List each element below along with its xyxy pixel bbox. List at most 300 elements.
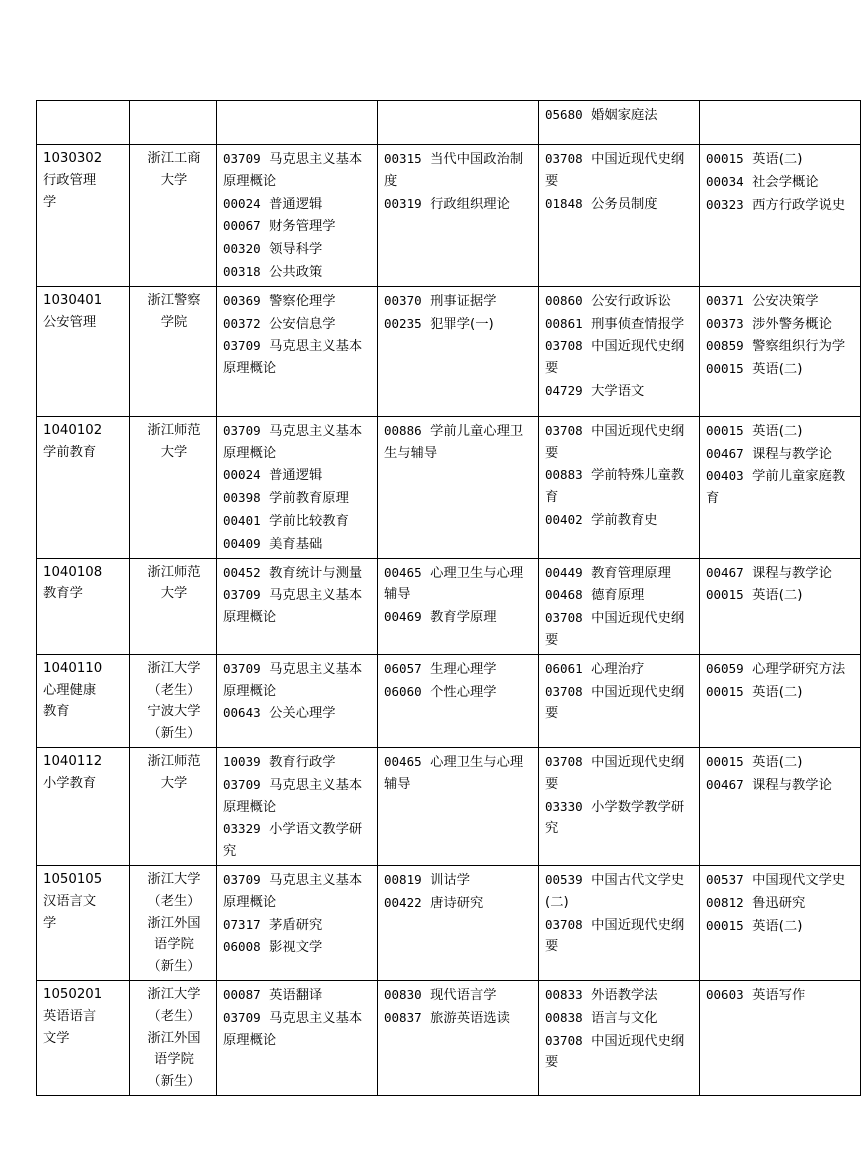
course-cell	[378, 145, 539, 287]
course-entry	[545, 290, 695, 313]
course-code: 00449	[545, 564, 583, 580]
course-name: 英语(二)	[752, 362, 803, 378]
course-code: 03709	[223, 1009, 261, 1025]
school-name: 浙江师范	[147, 753, 201, 769]
course-code: 03330	[545, 798, 583, 814]
course-code: 00015	[706, 683, 744, 699]
course-name: 中国近现代史纲要	[545, 611, 685, 648]
course-name: 行政组织理论	[430, 196, 510, 212]
course-entry	[545, 380, 695, 403]
course-code: 00838	[545, 1009, 583, 1025]
course-code: 00468	[545, 587, 583, 603]
course-code: 00539	[545, 871, 583, 887]
table-row	[37, 980, 861, 1095]
course-cell	[217, 416, 378, 558]
course-name: 普通逻辑	[269, 196, 323, 212]
course-cell	[539, 865, 700, 980]
course-entry	[223, 584, 373, 629]
course-cell	[700, 654, 861, 747]
course-name: 中国近现代史纲要	[545, 917, 685, 955]
school-cell	[130, 286, 217, 416]
course-name: 婚姻家庭法	[591, 108, 658, 123]
course-name: 英语翻译	[269, 987, 323, 1003]
course-entry	[223, 914, 373, 937]
course-entry	[706, 774, 856, 797]
course-entry	[545, 420, 695, 465]
course-code: 00015	[706, 587, 744, 603]
course-code: 03708	[545, 683, 583, 699]
major-code: 1040108	[43, 564, 103, 580]
table-row	[37, 865, 861, 980]
school-name: 大学	[160, 444, 188, 460]
course-cell	[539, 747, 700, 865]
course-name: 中国古代文学史(二)	[545, 872, 685, 910]
course-entry	[223, 148, 373, 193]
course-entry	[223, 751, 373, 774]
course-cell	[539, 286, 700, 416]
course-cell	[217, 101, 378, 145]
course-code: 03708	[545, 151, 583, 166]
major-name: 汉语言文	[43, 893, 97, 909]
course-entry	[384, 658, 534, 681]
school-name: 大学	[160, 172, 188, 188]
course-entry	[384, 420, 534, 465]
major-name: 公安管理	[43, 314, 97, 330]
course-code: 03709	[223, 338, 261, 354]
course-cell	[217, 865, 378, 980]
course-entry	[706, 335, 856, 358]
course-code: 06008	[223, 939, 261, 955]
course-name: 英语(二)	[752, 152, 803, 167]
course-entry	[545, 607, 695, 652]
course-name: 公关心理学	[269, 706, 336, 722]
course-name: 马克思主义基本原理概论	[223, 1010, 363, 1048]
course-code: 00015	[706, 753, 744, 769]
course-entry	[223, 702, 373, 725]
course-name: 教育管理原理	[591, 565, 671, 581]
course-code: 00034	[706, 173, 744, 189]
course-cell	[700, 747, 861, 865]
course-cell	[378, 865, 539, 980]
course-code: 00603	[706, 986, 744, 1002]
course-cell	[539, 101, 700, 145]
course-code: 00024	[223, 467, 261, 483]
course-cell	[378, 980, 539, 1095]
school-cell	[130, 558, 217, 654]
course-cell	[378, 558, 539, 654]
course-entry	[223, 562, 373, 585]
course-name: 公务员制度	[591, 196, 658, 212]
course-name: 警察伦理学	[269, 293, 336, 309]
course-code: 03708	[545, 338, 583, 354]
school-name: （老生）	[147, 682, 201, 698]
school-name: 浙江大学	[147, 871, 201, 887]
course-entry	[545, 869, 695, 914]
course-name: 英语(二)	[752, 754, 803, 770]
course-code: 00537	[706, 871, 744, 887]
course-code: 06057	[384, 660, 422, 676]
course-code: 00403	[706, 468, 744, 484]
course-code: 10039	[223, 753, 261, 769]
course-name: 旅游英语选读	[430, 1010, 510, 1026]
course-cell	[217, 980, 378, 1095]
course-name: 小学语文教学研究	[223, 822, 363, 860]
school-name: （老生）	[147, 893, 201, 909]
course-cell	[378, 747, 539, 865]
course-name: 学前儿童家庭教育	[706, 469, 846, 507]
school-name: 学院	[160, 314, 188, 330]
course-entry	[545, 914, 695, 959]
course-entry	[223, 261, 373, 284]
course-name: 学前儿童心理卫生与辅导	[384, 423, 524, 461]
course-entry	[706, 751, 856, 774]
course-entry	[545, 193, 695, 216]
course-code: 00372	[223, 315, 261, 331]
major-code: 1050201	[43, 986, 103, 1002]
course-name: 心理学研究方法	[752, 661, 846, 677]
course-code: 06060	[384, 683, 422, 699]
course-code: 00024	[223, 195, 261, 211]
course-code: 07317	[223, 916, 261, 932]
course-entry	[223, 487, 373, 510]
course-name: 马克思主义基本原理概论	[223, 339, 363, 377]
course-code: 00837	[384, 1009, 422, 1025]
school-name: 浙江外国	[147, 915, 201, 931]
course-code: 00812	[706, 894, 744, 910]
course-entry	[706, 892, 856, 915]
course-cell	[378, 101, 539, 145]
course-name: 财务管理学	[269, 219, 336, 235]
course-entry	[223, 869, 373, 914]
course-entry	[706, 984, 856, 1007]
course-name: 小学数学教学研究	[545, 799, 685, 837]
major-name: 行政管理	[43, 172, 97, 188]
course-entry	[545, 984, 695, 1007]
course-entry	[545, 796, 695, 841]
course-entry	[384, 606, 534, 629]
major-name: 小学教育	[43, 775, 97, 791]
course-code: 00886	[384, 422, 422, 438]
course-entry	[706, 584, 856, 607]
course-name: 中国近现代史纲要	[545, 339, 685, 377]
course-name: 教育学原理	[430, 610, 497, 626]
course-name: 心理治疗	[591, 661, 645, 677]
course-cell	[539, 416, 700, 558]
course-code: 00452	[223, 564, 261, 580]
course-cell	[700, 416, 861, 558]
course-entry	[223, 193, 373, 216]
course-code: 00467	[706, 445, 744, 461]
course-code: 03709	[223, 587, 261, 603]
course-code: 00015	[706, 422, 744, 438]
table-body	[37, 101, 861, 1096]
major-name: 学	[43, 194, 57, 210]
course-cell	[700, 865, 861, 980]
course-name: 英语写作	[752, 987, 806, 1003]
school-name: 浙江大学	[147, 660, 201, 676]
course-entry	[545, 1007, 695, 1030]
course-name: 学前比较教育	[269, 513, 349, 529]
course-entry	[384, 562, 534, 607]
school-name: 浙江师范	[147, 422, 201, 438]
course-cell	[700, 980, 861, 1095]
course-cell	[539, 145, 700, 287]
course-name: 学前特殊儿童教育	[545, 468, 685, 506]
course-code: 00315	[384, 151, 422, 166]
school-name: 大学	[160, 586, 188, 602]
course-name: 心理卫生与心理辅导	[384, 565, 524, 603]
course-code: 04729	[545, 382, 583, 398]
course-code: 03708	[545, 753, 583, 769]
course-code: 03709	[223, 871, 261, 887]
course-entry	[223, 215, 373, 238]
course-entry	[384, 193, 534, 216]
course-entry	[706, 290, 856, 313]
course-entry	[706, 681, 856, 704]
table-row	[37, 416, 861, 558]
course-code: 03709	[223, 660, 261, 676]
course-entry	[545, 104, 695, 127]
course-name: 公安信息学	[269, 316, 336, 332]
course-name: 外语教学法	[591, 987, 658, 1003]
course-code: 06061	[545, 660, 583, 676]
course-name: 教育统计与测量	[269, 565, 363, 581]
school-name: 浙江大学	[147, 986, 201, 1002]
course-name: 领导科学	[269, 242, 323, 258]
major-cell	[37, 286, 130, 416]
major-cell	[37, 101, 130, 145]
course-entry	[545, 584, 695, 607]
course-cell	[378, 286, 539, 416]
course-code: 00370	[384, 292, 422, 308]
course-entry	[223, 774, 373, 819]
course-entry	[706, 869, 856, 892]
course-code: 00643	[223, 705, 261, 721]
course-code: 00319	[384, 195, 422, 211]
course-entry	[223, 464, 373, 487]
course-cell	[700, 145, 861, 287]
school-cell	[130, 416, 217, 558]
major-name: 教育	[43, 704, 70, 720]
course-name: 马克思主义基本原理概论	[223, 423, 363, 461]
course-entry	[223, 335, 373, 380]
course-code: 00830	[384, 986, 422, 1002]
course-code: 00015	[706, 151, 744, 166]
course-code: 00467	[706, 564, 744, 580]
course-code: 00318	[223, 263, 261, 279]
course-name: 马克思主义基本原理概论	[223, 872, 363, 910]
course-code: 00469	[384, 609, 422, 625]
course-name: 现代语言学	[430, 987, 497, 1003]
school-name: 浙江工商	[147, 151, 201, 166]
course-code: 03709	[223, 151, 261, 166]
school-name: 浙江警察	[147, 292, 201, 308]
course-cell	[217, 558, 378, 654]
course-entry	[706, 313, 856, 336]
school-name: （新生）	[147, 726, 201, 742]
course-code: 00465	[384, 564, 422, 580]
course-entry	[223, 290, 373, 313]
course-code: 03708	[545, 1032, 583, 1048]
course-name: 大学语文	[591, 383, 645, 399]
course-name: 马克思主义基本原理概论	[223, 152, 363, 189]
major-name: 教育学	[43, 586, 83, 602]
major-cell	[37, 747, 130, 865]
course-code: 00467	[706, 776, 744, 792]
course-name: 西方行政学说史	[752, 197, 846, 213]
course-code: 03708	[545, 916, 583, 932]
table-row	[37, 558, 861, 654]
major-cell	[37, 980, 130, 1095]
major-code: 1040102	[43, 422, 103, 438]
course-code: 00371	[706, 292, 744, 308]
course-code: 00401	[223, 512, 261, 528]
course-entry	[706, 465, 856, 510]
course-entry	[223, 313, 373, 336]
course-name: 公安行政诉讼	[591, 293, 671, 309]
course-cell	[700, 558, 861, 654]
major-cell	[37, 654, 130, 747]
course-name: 生理心理学	[430, 661, 497, 677]
course-name: 中国近现代史纲要	[545, 754, 685, 792]
course-entry	[223, 984, 373, 1007]
course-code: 00369	[223, 292, 261, 308]
course-name: 教育行政学	[269, 754, 336, 770]
course-code: 03708	[545, 422, 583, 438]
course-entry	[545, 562, 695, 585]
school-name: 语学院	[154, 1052, 194, 1068]
course-name: 个性心理学	[430, 684, 497, 700]
course-code: 06059	[706, 660, 744, 676]
course-code: 00465	[384, 753, 422, 769]
course-name: 中国近现代史纲要	[545, 1033, 685, 1071]
course-entry	[384, 1007, 534, 1030]
table-row	[37, 145, 861, 287]
school-cell	[130, 980, 217, 1095]
course-code: 00087	[223, 986, 261, 1002]
course-entry	[545, 658, 695, 681]
course-name: 警察组织行为学	[752, 339, 846, 355]
course-entry	[384, 148, 534, 193]
major-name: 心理健康	[43, 682, 97, 698]
course-code: 00860	[545, 292, 583, 308]
course-entry	[384, 892, 534, 915]
course-name: 公安决策学	[752, 293, 819, 309]
course-name: 影视文学	[269, 940, 323, 956]
course-code: 01848	[545, 195, 583, 211]
school-name: 语学院	[154, 937, 194, 953]
course-code: 00819	[384, 871, 422, 887]
course-entry	[706, 658, 856, 681]
course-entry	[706, 171, 856, 194]
course-name: 马克思主义基本原理概论	[223, 588, 363, 626]
school-name: 宁波大学	[147, 704, 201, 720]
course-name: 马克思主义基本原理概论	[223, 777, 363, 815]
course-name: 犯罪学(一)	[430, 316, 494, 332]
course-name: 德育原理	[591, 588, 645, 604]
course-code: 00015	[706, 361, 744, 377]
course-name: 课程与教学论	[752, 446, 832, 462]
school-name: （新生）	[147, 1074, 201, 1090]
course-entry	[384, 984, 534, 1007]
course-name: 鲁迅研究	[752, 895, 806, 911]
course-cell	[217, 654, 378, 747]
major-cell	[37, 145, 130, 287]
course-entry	[706, 148, 856, 171]
course-cell	[378, 416, 539, 558]
course-entry	[223, 238, 373, 261]
school-cell	[130, 145, 217, 287]
course-code: 03329	[223, 821, 261, 837]
major-code: 1030401	[43, 292, 103, 308]
course-entry	[223, 533, 373, 556]
major-code: 1050105	[43, 871, 103, 887]
school-cell	[130, 101, 217, 145]
course-entry	[384, 751, 534, 796]
course-code: 00409	[223, 535, 261, 551]
course-code: 00320	[223, 241, 261, 257]
course-cell	[700, 286, 861, 416]
course-name: 训诂学	[430, 872, 470, 888]
course-name: 中国近现代史纲要	[545, 152, 685, 189]
course-code: 00067	[223, 218, 261, 234]
major-name: 学	[43, 915, 57, 931]
table-row	[37, 654, 861, 747]
course-name: 学前教育史	[591, 512, 658, 528]
course-name: 马克思主义基本原理概论	[223, 661, 363, 699]
course-name: 唐诗研究	[430, 895, 484, 911]
school-name: （老生）	[147, 1008, 201, 1024]
course-entry	[223, 936, 373, 959]
course-entry	[706, 194, 856, 217]
course-name: 涉外警务概论	[752, 316, 832, 332]
major-cell	[37, 416, 130, 558]
major-name: 英语语言	[43, 1008, 97, 1024]
course-entry	[545, 1030, 695, 1075]
course-name: 课程与教学论	[752, 777, 832, 793]
exam-schedule-table	[36, 100, 861, 1096]
course-name: 当代中国政治制度	[384, 152, 524, 189]
course-code: 00859	[706, 338, 744, 354]
course-cell	[700, 101, 861, 145]
course-code: 00015	[706, 917, 744, 933]
course-code: 00402	[545, 511, 583, 527]
table-row	[37, 101, 861, 145]
course-name: 刑事侦查情报学	[591, 316, 685, 332]
course-name: 中国近现代史纲要	[545, 423, 685, 461]
course-name: 心理卫生与心理辅导	[384, 754, 524, 792]
course-name: 公共政策	[269, 264, 323, 280]
course-entry	[384, 869, 534, 892]
course-entry	[223, 818, 373, 863]
course-cell	[217, 145, 378, 287]
course-name: 课程与教学论	[752, 565, 832, 581]
course-entry	[545, 335, 695, 380]
course-name: 英语(二)	[752, 423, 803, 439]
course-name: 学前教育原理	[269, 491, 349, 507]
course-entry	[545, 509, 695, 532]
course-code: 00833	[545, 986, 583, 1002]
course-entry	[545, 313, 695, 336]
course-name: 英语(二)	[752, 684, 803, 700]
school-cell	[130, 747, 217, 865]
course-name: 美育基础	[269, 536, 323, 552]
course-entry	[706, 420, 856, 443]
major-code: 1040110	[43, 660, 103, 676]
course-entry	[545, 464, 695, 509]
course-entry	[223, 1007, 373, 1052]
course-cell	[378, 654, 539, 747]
